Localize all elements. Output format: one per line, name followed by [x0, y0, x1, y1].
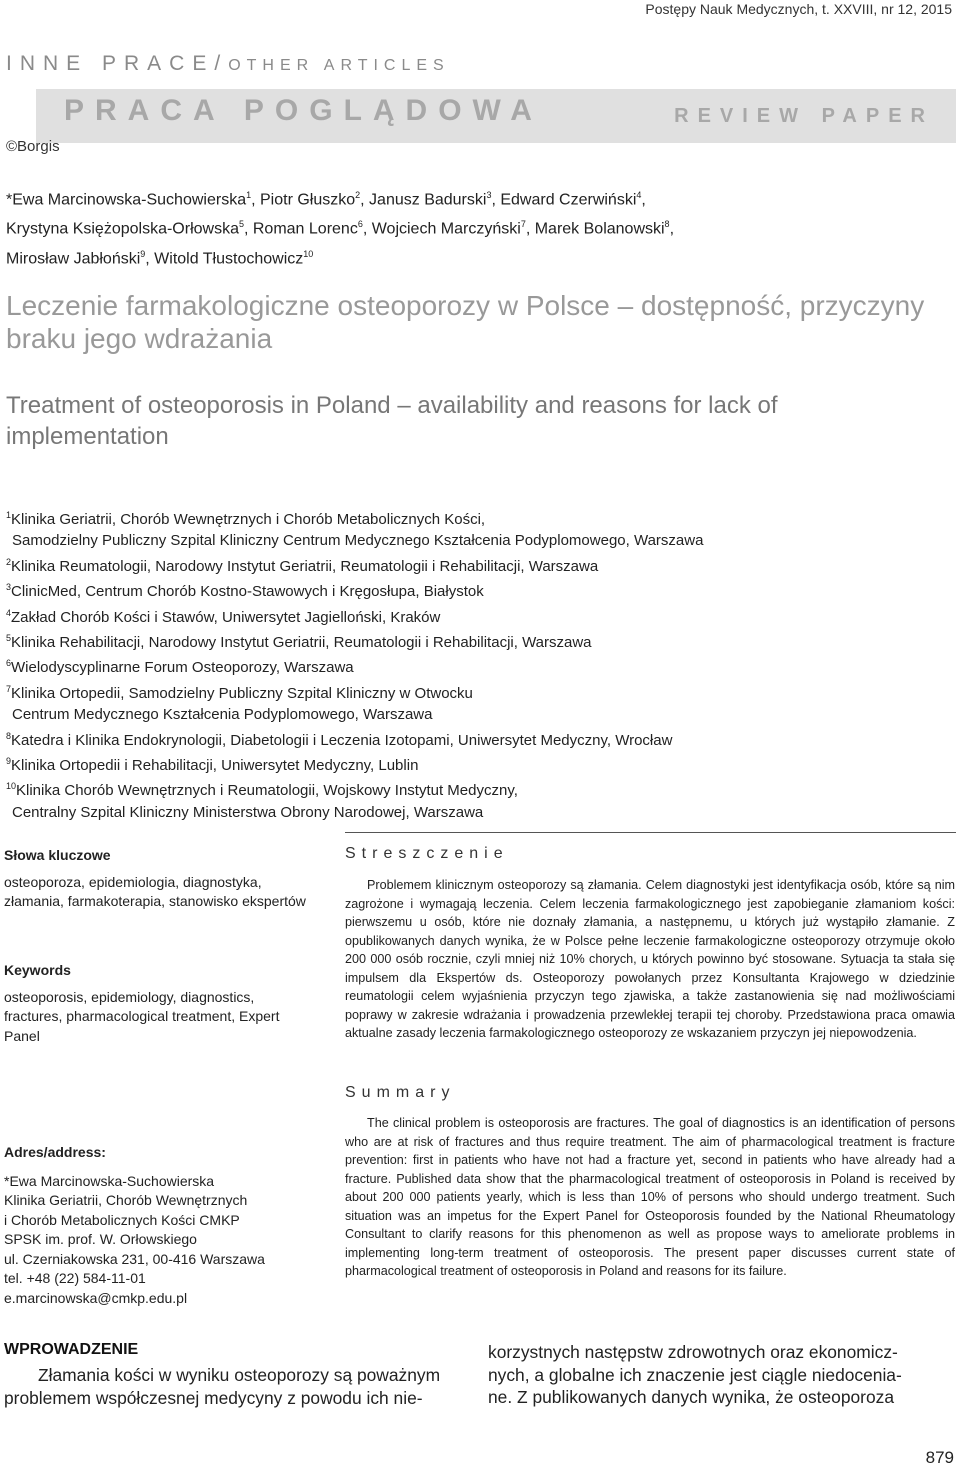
author-name: Roman Lorenc: [252, 220, 358, 238]
affiliation-number: 5: [6, 633, 12, 644]
section-label: [6, 52, 450, 76]
affiliation-text: Katedra i Klinika Endokrynologii, Diabetologii i Leczenia Izotopami, Uniwersytet Medyczny, Wrocław: [11, 731, 673, 749]
intro-heading: WPROWADZENIE: [4, 1341, 139, 1358]
summary-heading: Summary: [345, 1084, 456, 1101]
affiliation-text: Klinika Reumatologii, Narodowy Instytut Geriatrii, Reumatologii i Rehabilitacji, Warszawa: [11, 557, 599, 575]
affiliation-text: Centrum Medycznego Kształcenia Podyplomowego, Warszawa: [12, 706, 433, 724]
author-affiliation-ref: 3: [486, 190, 492, 200]
address-line: i Chorób Metabolicznych Kości CMKP: [4, 1211, 240, 1228]
affiliation-number: 9: [6, 756, 12, 767]
affiliation-text: ClinicMed, Centrum Chorób Kostno-Stawowych i Kręgosłupa, Białystok: [11, 583, 484, 601]
affiliation-number: 4: [6, 607, 12, 618]
streszczenie-heading: Streszczenie: [345, 845, 509, 862]
journal-citation: Postępy Nauk Medycznych, t. XXVIII, nr 12, 2015: [645, 1, 952, 17]
author-affiliation-ref: 10: [303, 248, 314, 259]
affiliation-text: Zakład Chorób Kości i Stawów, Uniwersytet Jagielloński, Kraków: [11, 608, 441, 626]
author-affiliation-ref: 5: [238, 219, 244, 230]
affiliation-line: [6, 751, 946, 776]
author-list: *Ewa Marcinowska-Suchowierska$^1$, Piotr Głuszko$^2$, Janusz Badurski$^3$, Edward Czerwiński$^4$, Krystyna Księżopolska-Orłowska$^5$, Roman Lorenc$^6$, Wojciech Marczyński$^7$, Marek Bolanowski$^8$, Mirosław Jabłoński$^9$, Witold Tłustochowicz$^{10}$: [6, 190, 675, 267]
author-affiliation-ref: 6: [357, 219, 363, 230]
page-number: 879: [925, 1448, 954, 1467]
affiliation-text: Klinika Ortopedii i Rehabilitacji, Uniwersytet Medyczny, Lublin: [11, 757, 419, 775]
section-label-pl: INNE PRACE/: [6, 52, 229, 75]
author-name: Witold Tłustochowicz: [154, 249, 304, 267]
author-affiliation-ref: 1: [246, 190, 252, 200]
affiliation-line: [6, 776, 946, 801]
intro-column-2: [488, 1341, 958, 1409]
intro-column-1: [4, 1364, 472, 1409]
affiliation-line: [6, 679, 946, 704]
affiliation-number: 1: [6, 510, 12, 520]
affiliation-line: [6, 628, 946, 653]
affiliation-text: Wielodyscyplinarne Forum Osteoporozy, Warszawa: [11, 659, 354, 677]
author-name: Krystyna Księżopolska-Orłowska: [6, 220, 239, 238]
affiliation-number: 2: [6, 556, 12, 567]
affiliation-line: [6, 653, 946, 678]
summary-text: The clinical problem is osteoporosis are fractures. The goal of diagnostics is an identification of persons who are at risk of fractures and thus require treatment. The aim of pharmacological treatment is fracture prevention: first in patients who have not had a fracture yet, second in patients who have already had a fracture. Published data show that the pharmacological treatment of osteoporosis in Poland is received by about 200 000 patients yearly, which is less than 10% of persons who should undergo treatment. Such situation was an impetus for the Expert Panel for Osteoporosis founded by the National Rheumatology Consultant to clarify reasons for this phenomenon as well as propose ways to ameliorate problems in implementing long-term treatment of osteoporosis. The present paper discusses current state of pharmacological treatment of osteoporosis in Poland and reasons for its failure.: [345, 1116, 955, 1278]
affiliation-text: Klinika Ortopedii, Samodzielny Publiczny Szpital Kliniczny w Otwocku: [11, 684, 473, 702]
address-line: tel. +48 (22) 584-11-01: [4, 1270, 146, 1286]
author-name: Janusz Badurski: [369, 191, 487, 209]
affiliation-number: 6: [6, 658, 12, 669]
article-title-pl: Leczenie farmakologiczne osteoporozy w Polsce – dostępność, przyczyny braku jego wdrażania: [6, 290, 925, 354]
author-name: Edward Czerwiński: [500, 191, 637, 209]
affiliation-number: 10: [6, 781, 17, 792]
address-label: Adres/address:: [4, 1144, 106, 1160]
author-name: Piotr Głuszko: [260, 191, 356, 209]
author-affiliation-ref: 2: [355, 190, 361, 200]
streszczenie-text: Problemem klinicznym osteoporozy są złamania. Celem diagnostyki jest identyfikacja osób, które są nim zagrożone i wymagają leczenia. Celem leczenia farmakologicznego jest zapobieganie złamaniom kości: pierwszemu u osób, które nie doznały złamania, a następnemu, u których już wystąpiło złamanie. Z opublikowanych danych wynika, że w Polsce pełne leczenie farmakologiczne osteoporozy otrzymuje około 200 000 osób rocznie, czyli mniej niż 10% chorych, u których powinno być stosowane. Sytuacja ta stała się impulsem dla Ekspertów ds. Osteoporozy powołanych przez Konsultanta Krajowego w dziedzinie reumatologii celem wyjaśnienia przyczyn tego zjawiska, a także zastanowienia się nad możliwościami poprawy w zakresie wdrażania i prowadzenia przewlekłej terapii tej choroby. Przedstawiona praca omawia aktualne zasady leczenia farmakologicznego osteoporozy ze wskazaniem przyczyn jej niepowodzenia.: [345, 878, 955, 1040]
affiliation-line: [6, 552, 946, 577]
affiliation-number: 3: [6, 582, 12, 593]
intro-line: Złamania kości w wyniku osteoporozy są poważnym: [38, 1365, 441, 1385]
author-affiliation-ref: 9: [140, 248, 146, 259]
author-name: Marek Bolanowski: [534, 220, 665, 238]
author-name: *Ewa Marcinowska-Suchowierska: [6, 191, 247, 209]
author-name: Mirosław Jabłoński: [6, 249, 141, 267]
keywords-pl-block: [4, 846, 314, 912]
affiliation-list: [6, 505, 946, 823]
author-affiliation-ref: 4: [636, 190, 642, 200]
keywords-en-label: Keywords: [4, 962, 71, 978]
keywords-en-block: [4, 961, 314, 1046]
intro-line: ne. Z publikowanych danych wynika, że osteoporoza: [488, 1387, 895, 1407]
affiliation-line: [6, 704, 946, 725]
intro-line: korzystnych następstw zdrowotnych oraz ekonomicz-: [488, 1342, 898, 1362]
address-block: [4, 1143, 314, 1308]
article-type-en: REVIEW PAPER: [674, 105, 934, 127]
affiliation-text: Centralny Szpital Kliniczny Ministerstwa Obrony Narodowej, Warszawa: [12, 803, 484, 821]
affiliation-number: 8: [6, 730, 12, 741]
affiliation-line: [6, 505, 946, 530]
affiliation-line: [6, 726, 946, 751]
address-line: SPSK im. prof. W. Orłowskiego: [4, 1231, 197, 1247]
address-line: Klinika Geriatrii, Chorób Wewnętrznych: [4, 1192, 248, 1208]
author-name: Wojciech Marczyński: [371, 220, 521, 238]
address-email[interactable]: e.marcinowska@cmkp.edu.pl: [4, 1289, 188, 1306]
affiliation-number: 7: [6, 683, 12, 694]
keywords-pl-label: Słowa kluczowe: [4, 847, 111, 863]
address-line: ul. Czerniakowska 231, 00-416 Warszawa: [4, 1250, 265, 1267]
address-line: *Ewa Marcinowska-Suchowierska: [4, 1172, 215, 1189]
affiliation-text: Klinika Rehabilitacji, Narodowy Instytut Geriatrii, Reumatologii i Rehabilitacji, Warszawa: [11, 634, 592, 652]
article-type-pl: PRACA POGLĄDOWA: [64, 94, 543, 127]
keywords-en-text: osteoporosis, epidemiology, diagnostics, fractures, pharmacological treatment, Expert Panel: [4, 988, 280, 1044]
affiliation-line: [6, 577, 946, 602]
intro-line: nych, a globalne ich znaczenie jest ciągle niedocenia-: [488, 1364, 902, 1385]
section-label-en: OTHER ARTICLES: [228, 57, 450, 74]
affiliation-text: Klinika Chorób Wewnętrznych i Reumatologii, Wojskowy Instytut Medyczny,: [16, 782, 518, 800]
affiliation-line: [6, 603, 946, 628]
affiliation-text: Samodzielny Publiczny Szpital Kliniczny Centrum Medycznego Kształcenia Podyplomowego, Warszawa: [12, 532, 704, 550]
keywords-pl-text: osteoporoza, epidemiologia, diagnostyka, złamania, farmakoterapia, stanowisko ekspertów: [4, 873, 306, 909]
intro-line: problemem współczesnej medycyny z powodu ich nie-: [4, 1387, 423, 1408]
affiliation-text: Klinika Geriatrii, Chorób Wewnętrznych i Chorób Metabolicznych Kości,: [11, 511, 486, 528]
affiliation-line: [6, 802, 946, 823]
publisher-copyright: ©Borgis: [6, 138, 60, 155]
author-affiliation-ref: 8: [664, 219, 670, 230]
article-title-en: Treatment of osteoporosis in Poland – availability and reasons for lack of implementation: [6, 392, 778, 450]
author-affiliation-ref: 7: [520, 219, 526, 230]
abstract-divider: [345, 832, 956, 833]
affiliation-line: [6, 530, 946, 551]
